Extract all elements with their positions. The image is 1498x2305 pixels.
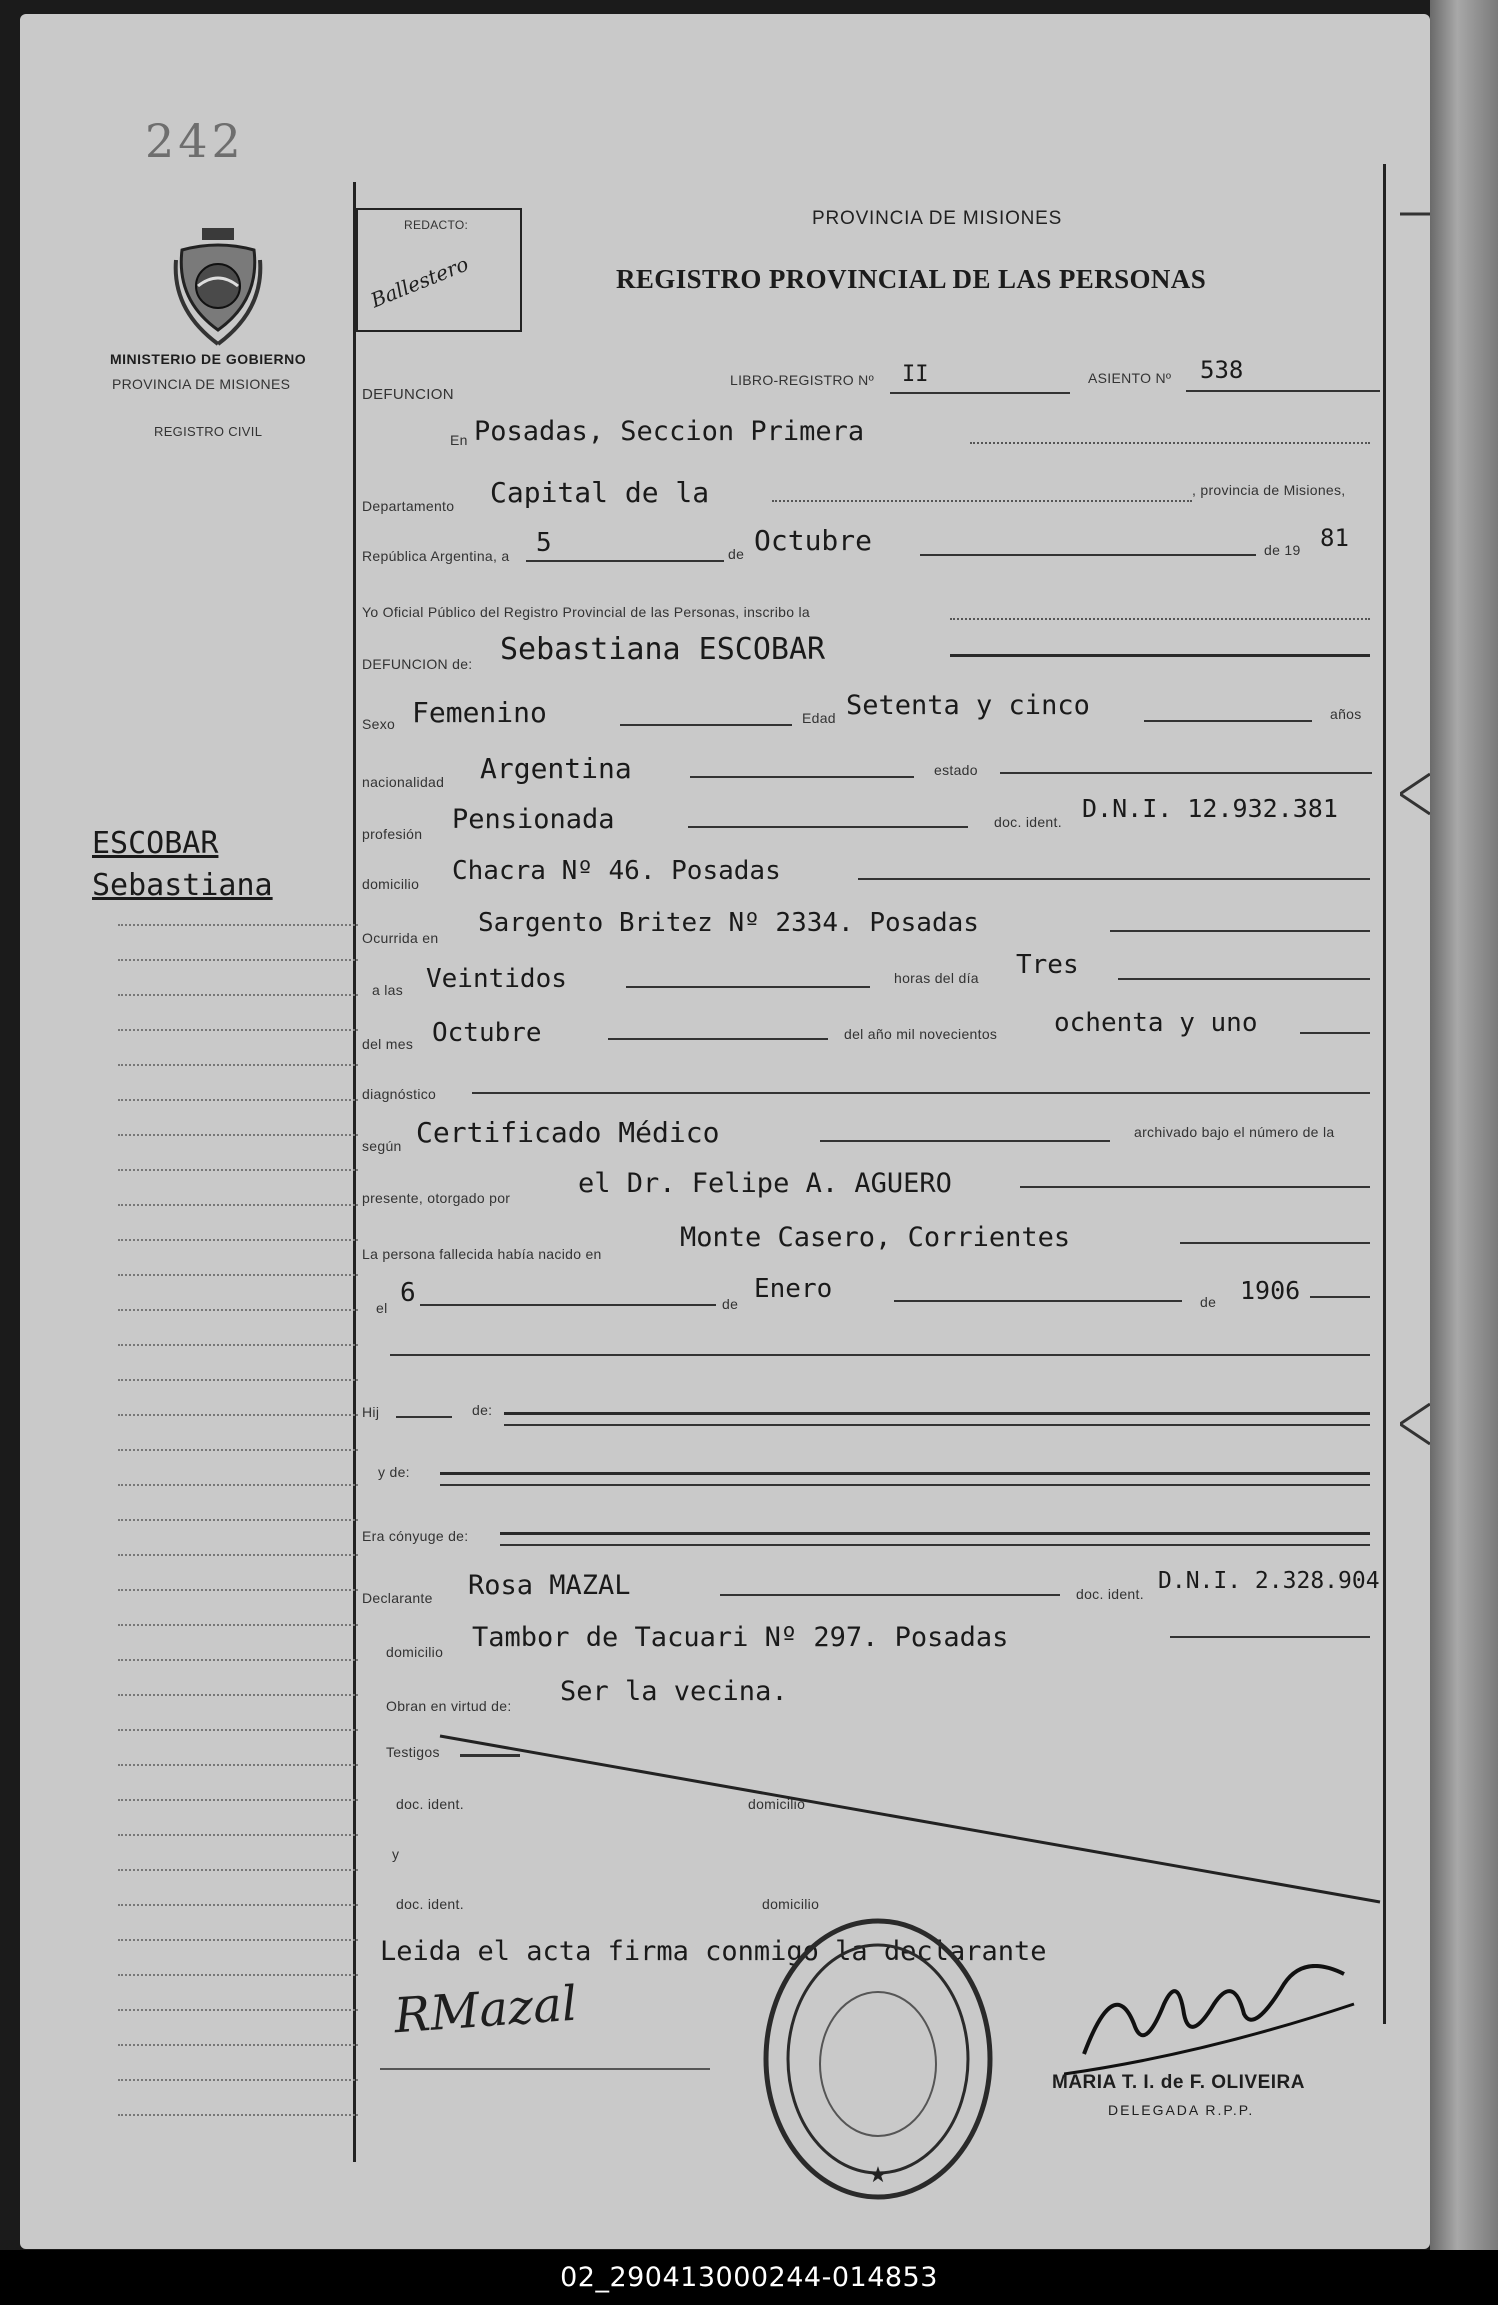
- libro-label: LIBRO-REGISTRO Nº: [730, 372, 875, 388]
- official-seal-icon: [758, 1914, 998, 2204]
- dia-value: 5: [536, 528, 552, 558]
- ocurrida-value: Sargento Britez Nº 2334. Posadas: [478, 908, 979, 938]
- act-type-label: DEFUNCION: [362, 386, 454, 403]
- ocurrida-label: Ocurrida en: [362, 930, 439, 946]
- republica-label: República Argentina, a: [362, 548, 510, 564]
- testigo2-domicilio-label: domicilio: [762, 1896, 820, 1912]
- document-page: [20, 14, 1430, 2249]
- estado-label: estado: [934, 762, 978, 778]
- domicilio-value: Chacra Nº 46. Posadas: [452, 856, 781, 886]
- presente-label: presente, otorgado por: [362, 1190, 511, 1206]
- hij-de-label: de:: [472, 1402, 493, 1418]
- testigos-label: Testigos: [386, 1744, 440, 1760]
- nacionalidad-value: Argentina: [480, 752, 632, 785]
- dec-domicilio-value: Tambor de Tacuari Nº 297. Posadas: [472, 1622, 1009, 1653]
- edad-value: Setenta y cinco: [846, 690, 1090, 721]
- redacto-value: Ballestero: [367, 251, 472, 313]
- testigo2-doc-label: doc. ident.: [396, 1896, 464, 1912]
- nac-anio-value: 1906: [1240, 1276, 1301, 1305]
- sexo-value: Femenino: [412, 696, 547, 729]
- domicilio-label: domicilio: [362, 876, 420, 892]
- footer-label: 02_290413000244-014853: [560, 2262, 938, 2293]
- departamento-value: Capital de la: [490, 476, 710, 509]
- asiento-value: 538: [1200, 356, 1244, 384]
- dec-doc-label: doc. ident.: [1076, 1586, 1144, 1602]
- presente-value: el Dr. Felipe A. AGUERO: [578, 1168, 952, 1199]
- obran-label: Obran en virtud de:: [386, 1698, 512, 1714]
- nacido-value: Monte Casero, Corrientes: [680, 1222, 1071, 1253]
- segun-label: según: [362, 1138, 402, 1154]
- el-label: el: [376, 1300, 388, 1316]
- hij-label: Hij: [362, 1404, 380, 1420]
- y-de-label: y de:: [378, 1464, 410, 1480]
- svg-text:★: ★: [868, 2163, 888, 2188]
- provincia-label: PROVINCIA DE MISIONES: [112, 376, 291, 392]
- registro-title: REGISTRO PROVINCIAL DE LAS PERSONAS: [616, 264, 1207, 294]
- nac-de2-label: de: [1200, 1294, 1217, 1310]
- asiento-label: ASIENTO Nº: [1088, 370, 1172, 386]
- nacido-label: La persona fallecida había nacido en: [362, 1246, 602, 1262]
- anio-mil-value: ochenta y uno: [1054, 1008, 1258, 1038]
- margin-surname: ESCOBAR: [92, 826, 219, 861]
- binding-clip-icon: [1400, 1394, 1430, 1454]
- a-las-label: a las: [372, 982, 404, 998]
- declarant-signature: RMazal: [392, 1975, 579, 2045]
- de-19-label: de 19: [1264, 542, 1301, 558]
- profesion-value: Pensionada: [452, 804, 615, 835]
- margin-given-name: Sebastiana: [92, 868, 273, 903]
- nacionalidad-label: nacionalidad: [362, 774, 445, 790]
- declarante-label: Declarante: [362, 1590, 433, 1606]
- anios-label: años: [1330, 706, 1362, 722]
- provincia-suffix: , provincia de Misiones,: [1192, 482, 1346, 498]
- anio-value: 81: [1320, 524, 1349, 552]
- dia-hecho-value: Tres: [1016, 950, 1079, 980]
- doc-ident-value: D.N.I. 12.932.381: [1082, 794, 1338, 823]
- binding-clip-icon: [1400, 194, 1430, 234]
- defuncion-de-value: Sebastiana ESCOBAR: [500, 632, 826, 667]
- archivado-label: archivado bajo el número de la: [1134, 1124, 1335, 1140]
- en-label: En: [450, 432, 468, 448]
- testigo-y-label: y: [392, 1846, 400, 1862]
- binding-clip-icon: [1400, 764, 1430, 824]
- provincia-title: PROVINCIA DE MISIONES: [812, 208, 1063, 229]
- sexo-label: Sexo: [362, 716, 396, 732]
- testigos-strike-line: [20, 14, 1430, 2249]
- diagnostico-label: diagnóstico: [362, 1086, 437, 1102]
- defuncion-de-label: DEFUNCION de:: [362, 656, 473, 672]
- official-name: MARIA T. I. de F. OLIVEIRA: [1052, 2072, 1305, 2093]
- del-mes-value: Octubre: [432, 1018, 542, 1048]
- a-las-value: Veintidos: [426, 964, 567, 994]
- dec-doc-value: D.N.I. 2.328.904: [1158, 1568, 1380, 1594]
- profesion-label: profesión: [362, 826, 423, 842]
- horas-label: horas del día: [894, 970, 979, 986]
- edad-label: Edad: [802, 710, 836, 726]
- official-signature-mark: [1064, 1964, 1364, 2084]
- libro-value: II: [902, 362, 929, 387]
- anio-mil-label: del año mil novecientos: [844, 1026, 998, 1042]
- book-spine-edge: [1430, 0, 1498, 2250]
- de-label: de: [728, 546, 745, 562]
- dec-domicilio-label: domicilio: [386, 1644, 444, 1660]
- nac-dia-value: 6: [400, 1278, 416, 1308]
- doc-ident-label: doc. ident.: [994, 814, 1062, 830]
- declarante-value: Rosa MAZAL: [468, 1570, 631, 1601]
- redacto-label: REDACTO:: [404, 218, 469, 232]
- official-role: DELEGADA R.P.P.: [1108, 2102, 1255, 2118]
- del-mes-label: del mes: [362, 1036, 414, 1052]
- obran-value: Ser la vecina.: [560, 1676, 788, 1707]
- registro-civil-label: REGISTRO CIVIL: [154, 424, 263, 439]
- testigo1-domicilio-label: domicilio: [748, 1796, 806, 1812]
- nac-mes-value: Enero: [754, 1274, 833, 1304]
- nac-de-label: de: [722, 1296, 739, 1312]
- testigo1-doc-label: doc. ident.: [396, 1796, 464, 1812]
- mes-value: Octubre: [754, 524, 873, 557]
- en-value: Posadas, Seccion Primera: [474, 416, 865, 447]
- closing-statement: Leida el acta firma conmigo la declarante: [380, 1936, 1047, 1967]
- departamento-label: Departamento: [362, 498, 455, 514]
- folio-number: 242: [145, 114, 245, 168]
- ministerio-label: MINISTERIO DE GOBIERNO: [110, 351, 307, 367]
- yo-oficial-text: Yo Oficial Público del Registro Provincial de las Personas, inscribo la: [362, 604, 810, 620]
- segun-value: Certificado Médico: [416, 1116, 720, 1149]
- conyuge-label: Era cónyuge de:: [362, 1528, 469, 1544]
